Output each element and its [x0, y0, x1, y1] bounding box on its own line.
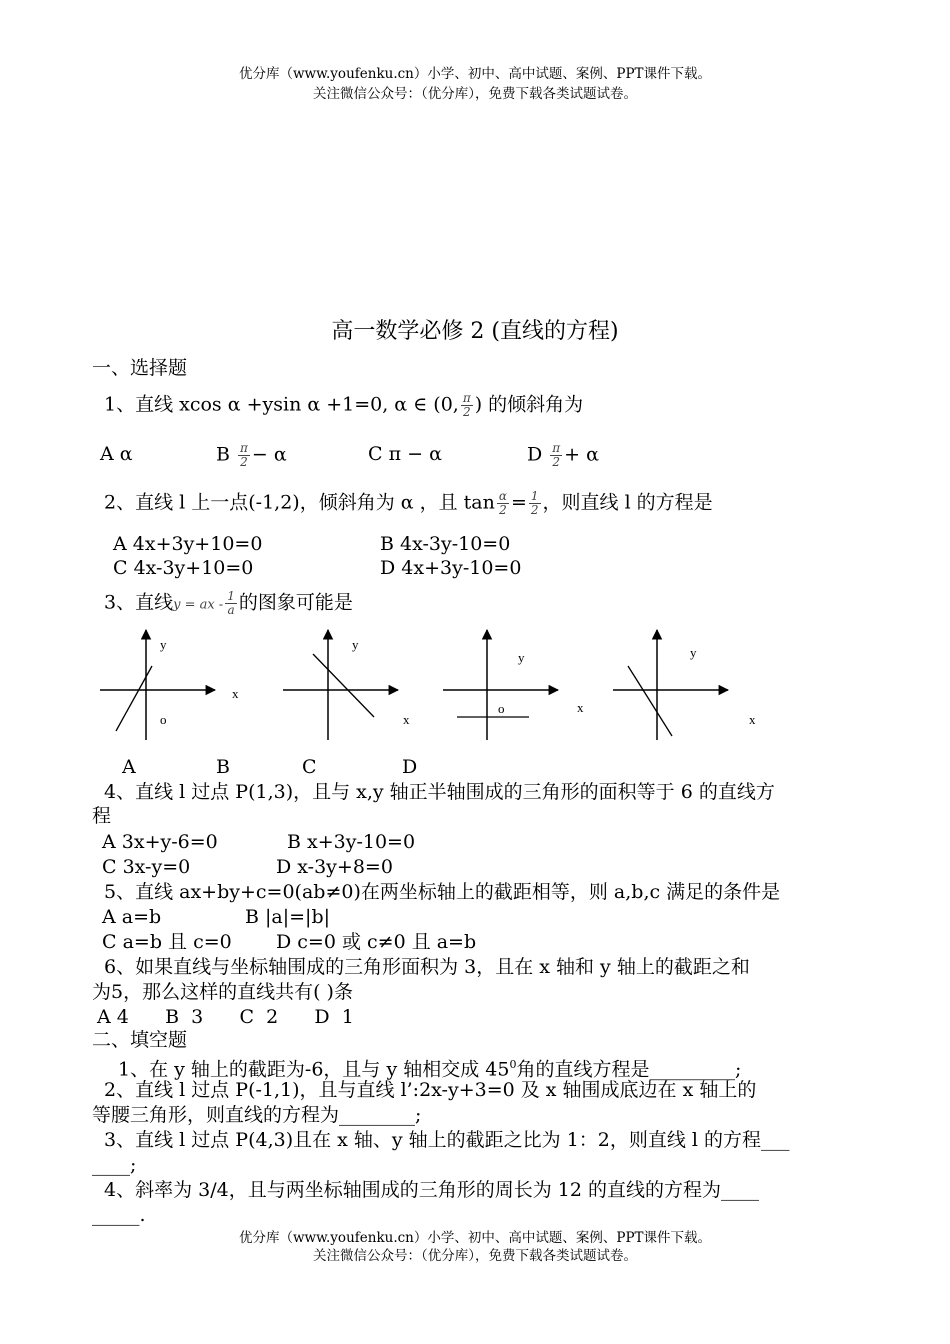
graph-a-x-label: x [232, 686, 239, 701]
fill-3-line-2: ____; [92, 1154, 137, 1176]
q1-stem-b: ) 的倾斜角为 [474, 393, 584, 416]
graph-c-x-label: x [577, 700, 584, 715]
graph-d-x-label: x [749, 712, 756, 727]
graph-a-y-label: y [160, 637, 167, 652]
q2-f2-den: 2 [530, 503, 539, 517]
q4-option-b: B x+3y-10=0 [287, 831, 416, 853]
q1-option-b-rest: − α [251, 443, 287, 466]
graph-c-y-label: y [518, 650, 525, 665]
q3-graphs [0, 620, 950, 760]
q2-f1-num: α [498, 489, 507, 503]
header-line-1: 优分库（www.youfenku.cn）小学、初中、高中试题、案例、PPT课件下载。 [238, 66, 712, 82]
graph-c-origin-label: o [498, 701, 505, 716]
fill-4-line-1: 4、斜率为 3/4，且与两坐标轴围成的三角形的周长为 12 的直线的方程为____ [104, 1179, 759, 1201]
graph-d [613, 630, 756, 740]
q4-option-c: C 3x-y=0 [102, 856, 191, 878]
q3-option-a: A [122, 756, 136, 778]
graph-d-y-label: y [690, 645, 697, 660]
q3-option-c: C [302, 756, 317, 778]
fill-1-sup: 0 [509, 1058, 517, 1071]
q3-f-num: 1 [227, 589, 235, 603]
question-2-stem [104, 490, 713, 517]
q1-option-b [216, 442, 287, 469]
q1-frac-num: π [462, 391, 471, 405]
fill-2-line-2: 等腰三角形，则直线的方程为________; [92, 1104, 422, 1126]
q1-option-d-rest: + α [564, 443, 599, 466]
question-3-stem [104, 590, 353, 618]
fill-3-line-1: 3、直线 l 过点 P(4,3)且在 x 轴、y 轴上的截距之比为 1：2，则直线 l 的方程___ [104, 1129, 790, 1151]
q1-stem-a: 1、直线 xcos α +ysin α +1=0, α ∈ (0, [104, 393, 459, 416]
fill-2-line-1: 2、直线 l 过点 P(-1,1)，且与直线 l’:2x-y+3=0 及 x 轴围成底边在 x 轴上的 [104, 1079, 757, 1101]
q1-option-d [527, 442, 599, 469]
graph-b-x-label: x [403, 712, 410, 727]
footer-line-1: 优分库（www.youfenku.cn）小学、初中、高中试题、案例、PPT课件下载。 [238, 1230, 712, 1246]
question-5-stem: 5、直线 ax+by+c=0(ab≠0)在两坐标轴上的截距相等，则 a,b,c 满足的条件是 [104, 881, 781, 903]
question-4-stem-1: 4、直线 l 过点 P(1,3)，且与 x,y 轴正半轴围成的三角形的面积等于 6 的直线方 [104, 781, 775, 803]
question-1-stem [104, 392, 583, 419]
q1-option-a: A α [100, 443, 133, 465]
q3-stem-a: 3、直线 [104, 591, 174, 614]
q5-option-a: A a=b [102, 906, 162, 928]
q1-d-frac-num: π [552, 441, 561, 455]
q2-option-a: A 4x+3y+10=0 [113, 533, 263, 555]
q2-option-c: C 4x-3y+10=0 [113, 557, 254, 579]
q2-f1-den: 2 [499, 503, 507, 517]
q1-frac-den: 2 [462, 405, 471, 419]
q3-stem-b: 的图象可能是 [238, 591, 353, 614]
q2-option-b: B 4x-3y-10=0 [380, 533, 511, 555]
section-heading-choice: 一、选择题 [92, 357, 188, 379]
fill-1-text-b: 角的直线方程是_________; [516, 1058, 742, 1081]
q1-fraction [461, 392, 473, 419]
q3-option-d: D [402, 756, 418, 778]
page-title: 高一数学必修 2 (直线的方程) [331, 319, 619, 344]
q1-b-frac-den: 2 [240, 455, 248, 469]
graph-b-y-label: y [352, 637, 359, 652]
q2-stem-b: ，则直线 l 的方程是 [542, 491, 713, 514]
q3-f-den: a [227, 603, 235, 617]
q1-d-frac-den: 2 [552, 455, 561, 469]
fill-4-line-2: _____. [92, 1204, 146, 1226]
q3-frac [225, 590, 237, 617]
q4-option-a: A 3x+y-6=0 [102, 831, 218, 853]
graph-a [100, 630, 239, 740]
q6-options: A 4 B 3 C 2 D 1 [97, 1006, 354, 1028]
q3-expr: y = ax - [173, 597, 224, 613]
q2-frac-1 [497, 490, 509, 517]
question-6-stem-1: 6、如果直线与坐标轴围成的三角形面积为 3，且在 x 轴和 y 轴上的截距之和 [104, 956, 750, 978]
question-6-stem-2: 为5，那么这样的直线共有( )条 [92, 981, 353, 1003]
q1-b-frac-num: π [240, 441, 248, 455]
q2-f2-num: 1 [530, 489, 539, 503]
q5-option-d: D c=0 或 c≠0 且 a=b [276, 931, 477, 953]
q1-option-b-label: B [216, 443, 230, 466]
section-heading-fill: 二、填空题 [92, 1029, 188, 1051]
graph-a-origin-label: o [160, 712, 167, 727]
q1-option-d-frac [550, 442, 562, 469]
footer-line-2: 关注微信公众号：（优分库），免费下载各类试题试卷。 [313, 1248, 637, 1264]
fill-1-text-a: 1、在 y 轴上的截距为-6，且与 y 轴相交成 45 [118, 1058, 510, 1081]
q3-option-b: B [216, 756, 230, 778]
q2-option-d: D 4x+3y-10=0 [380, 557, 522, 579]
q4-option-d: D x-3y+8=0 [276, 856, 393, 878]
q5-option-c: C a=b 且 c=0 [102, 931, 232, 953]
q2-frac-2 [529, 490, 541, 517]
graph-b [283, 630, 410, 740]
q1-option-d-label: D [527, 443, 543, 466]
q2-stem-a: 2、直线 l 上一点(-1,2)，倾斜角为 α ，且 tan [104, 491, 495, 514]
header-line-2: 关注微信公众号：（优分库），免费下载各类试题试卷。 [313, 86, 637, 102]
q2-eq: = [510, 491, 527, 514]
q1-option-c: C π − α [368, 443, 442, 465]
question-4-stem-2: 程 [92, 805, 112, 827]
q5-option-b: B |a|=|b| [245, 906, 331, 928]
q1-option-b-frac [238, 442, 250, 469]
graph-c [443, 630, 584, 740]
